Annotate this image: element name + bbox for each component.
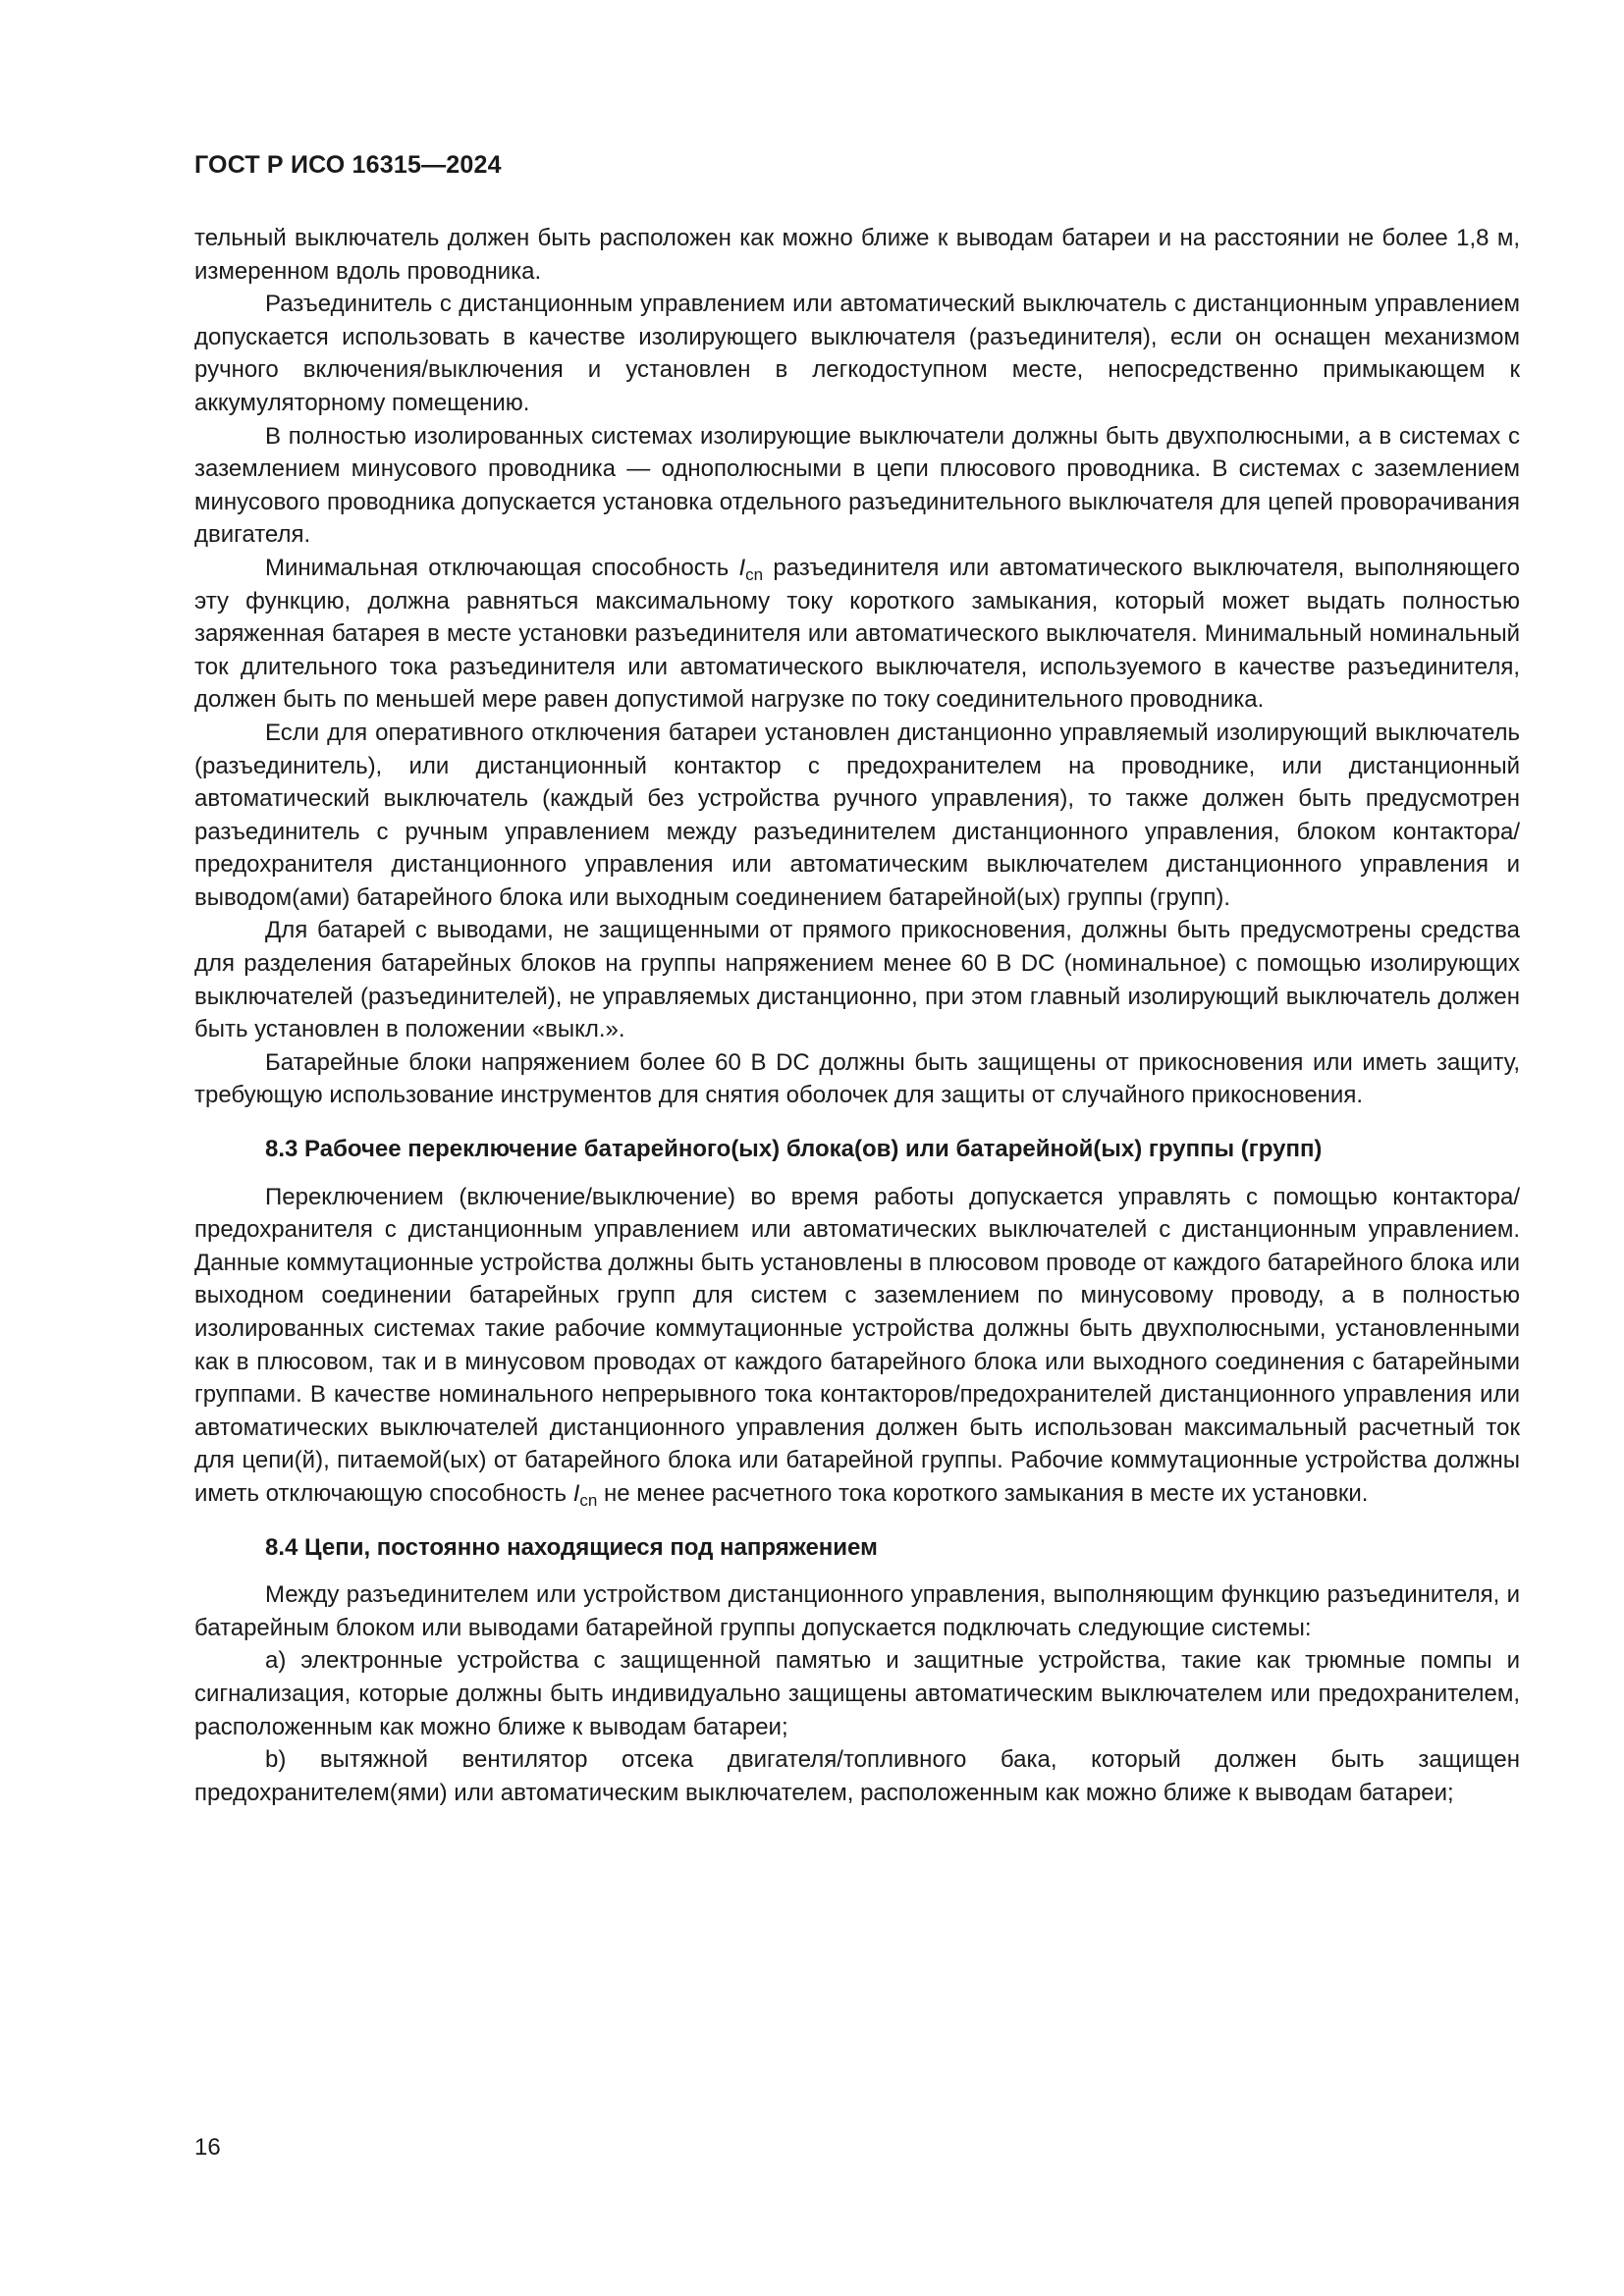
paragraph-unprotected-terminals: Для батарей с выводами, не защищенными от прямого прикосновения, должны быть предусмотрены средства для разделения батарейных блоков на группы напряжением менее 60 В DC (номинальное) с помощью изолирующих выключателей (разъединителей), не управляемых дистанционно, при этом главный изолирующий выключатель должен быть установлен в положении «выкл.».	[194, 917, 1520, 1043]
paragraph-operational-switching	[194, 1181, 1520, 1511]
document-body	[194, 222, 1520, 1809]
page-number: 16	[194, 2134, 221, 2161]
symbol-subscript: cn	[745, 564, 764, 584]
text-run: Минимальная отключающая способность	[265, 554, 739, 581]
text-run: Переключением (включение/выключение) во время работы допускается управлять с помощью контактора/предохранителя с дистанционным управлением или автоматических выключателей с дистанционным управлением. Данные коммутационные устройства должны быть установлены в плюсовом проводе от каждого батарейного блока или выходном соединении батарейных групп для систем с заземлением по минусовому проводу, а в полностью изолированных системах такие рабочие коммутационные устройства должны быть двухполюсными, установленными как в плюсовом, так и в минусовом проводах от каждого батарейного блока или выходного соединения с батарейными группами. В качестве номинального непрерывного тока контакторов/предохранителей дистанционного управления или автоматических выключателей дистанционного управления должен быть использован максимальный расчетный ток для цепи(й), питаемой(ых) от батарейного блока или батарейной группы. Рабочие коммутационные устройства должны иметь отключающую способность	[194, 1183, 1520, 1507]
paragraph-continuation: тельный выключатель должен быть расположен как можно ближе к выводам батареи и на расстоянии не более 1,8 м, измеренном вдоль проводника.	[194, 225, 1520, 285]
paragraph-isolated-systems: В полностью изолированных системах изолирующие выключатели должны быть двухполюсными, а в системах с заземлением минусового проводника — однополюсными в цепи плюсового проводника. В системах с заземлением минусового проводника допускается установка отдельного разъединительного выключателя для цепей проворачивания двигателя.	[194, 422, 1520, 549]
symbol-i: I	[738, 554, 746, 581]
paragraph-high-voltage-blocks: Батарейные блоки напряжением более 60 В DC должны быть защищены от прикосновения или иметь защиту, требующую использование инструментов для снятия оболочек для защиты от случайного прикосновения.	[194, 1048, 1520, 1109]
list-item-b: b) вытяжной вентилятор отсека двигателя/топливного бака, который должен быть защищен предохранителем(ями) или автоматическим выключателем, расположенным как можно ближе к выводам батареи;	[194, 1746, 1520, 1806]
text-run: не менее расчетного тока короткого замыкания в месте их установки.	[597, 1479, 1369, 1507]
text-run: разъединителя или автоматического выключателя, выполняющего эту функцию, должна равняться максимальному току короткого замыкания, который может выдать полностью заряженная батарея в месте установки разъединителя или автоматического выключателя. Минимальный номинальный ток длительного тока разъединителя или автоматического выключателя, используемого в качестве разъединителя, должен быть по меньшей мере равен допустимой нагрузке по току соединительного проводника.	[194, 554, 1520, 714]
paragraph-remote-operation: Если для оперативного отключения батареи установлен дистанционно управляемый изолирующий выключатель (разъединитель), или дистанционный контактор с предохранителем на проводнике, или дистанционный автоматический выключатель (каждый без устройства ручного управления), то также должен быть предусмотрен разъединитель с ручным управлением между разъединителем дистанционного управления, блоком контактора/предохранителя дистанционного управления или автоматическим выключателем дистанционного управления и выводом(ами) батарейного блока или выходным соединением батарейной(ых) группы (групп).	[194, 719, 1520, 911]
symbol-i: I	[572, 1479, 580, 1507]
paragraph-remote-disconnector: Разъединитель с дистанционным управлением или автоматический выключатель с дистанционным управлением допускается использовать в качестве изолирующего выключателя (разъединителя), если он оснащен механизмом ручного включения/выключения и установлен в легкодоступном месте, непосредственно примыкающем к аккумуляторному помещению.	[194, 291, 1520, 416]
list-item-a: a) электронные устройства с защищенной памятью и защитные устройства, такие как трюмные помпы и сигнализация, которые должны быть индивидуально защищены автоматическим выключателем или предохранителем, расположенным как можно ближе к выводам батареи;	[194, 1647, 1520, 1740]
section-heading-8-4: 8.4 Цепи, постоянно находящиеся под напряжением	[265, 1533, 878, 1561]
paragraph-breaking-capacity	[194, 552, 1520, 717]
document-header: ГОСТ Р ИСО 16315—2024	[194, 151, 502, 179]
paragraph-permitted-systems: Между разъединителем или устройством дистанционного управления, выполняющим функцию разъединителя, и батарейным блоком или выводами батарейной группы допускается подключать следующие системы:	[194, 1581, 1520, 1641]
symbol-subscript: cn	[579, 1490, 598, 1510]
section-heading-8-3: 8.3 Рабочее переключение батарейного(ых) блока(ов) или батарейной(ых) группы (групп)	[265, 1136, 1323, 1163]
